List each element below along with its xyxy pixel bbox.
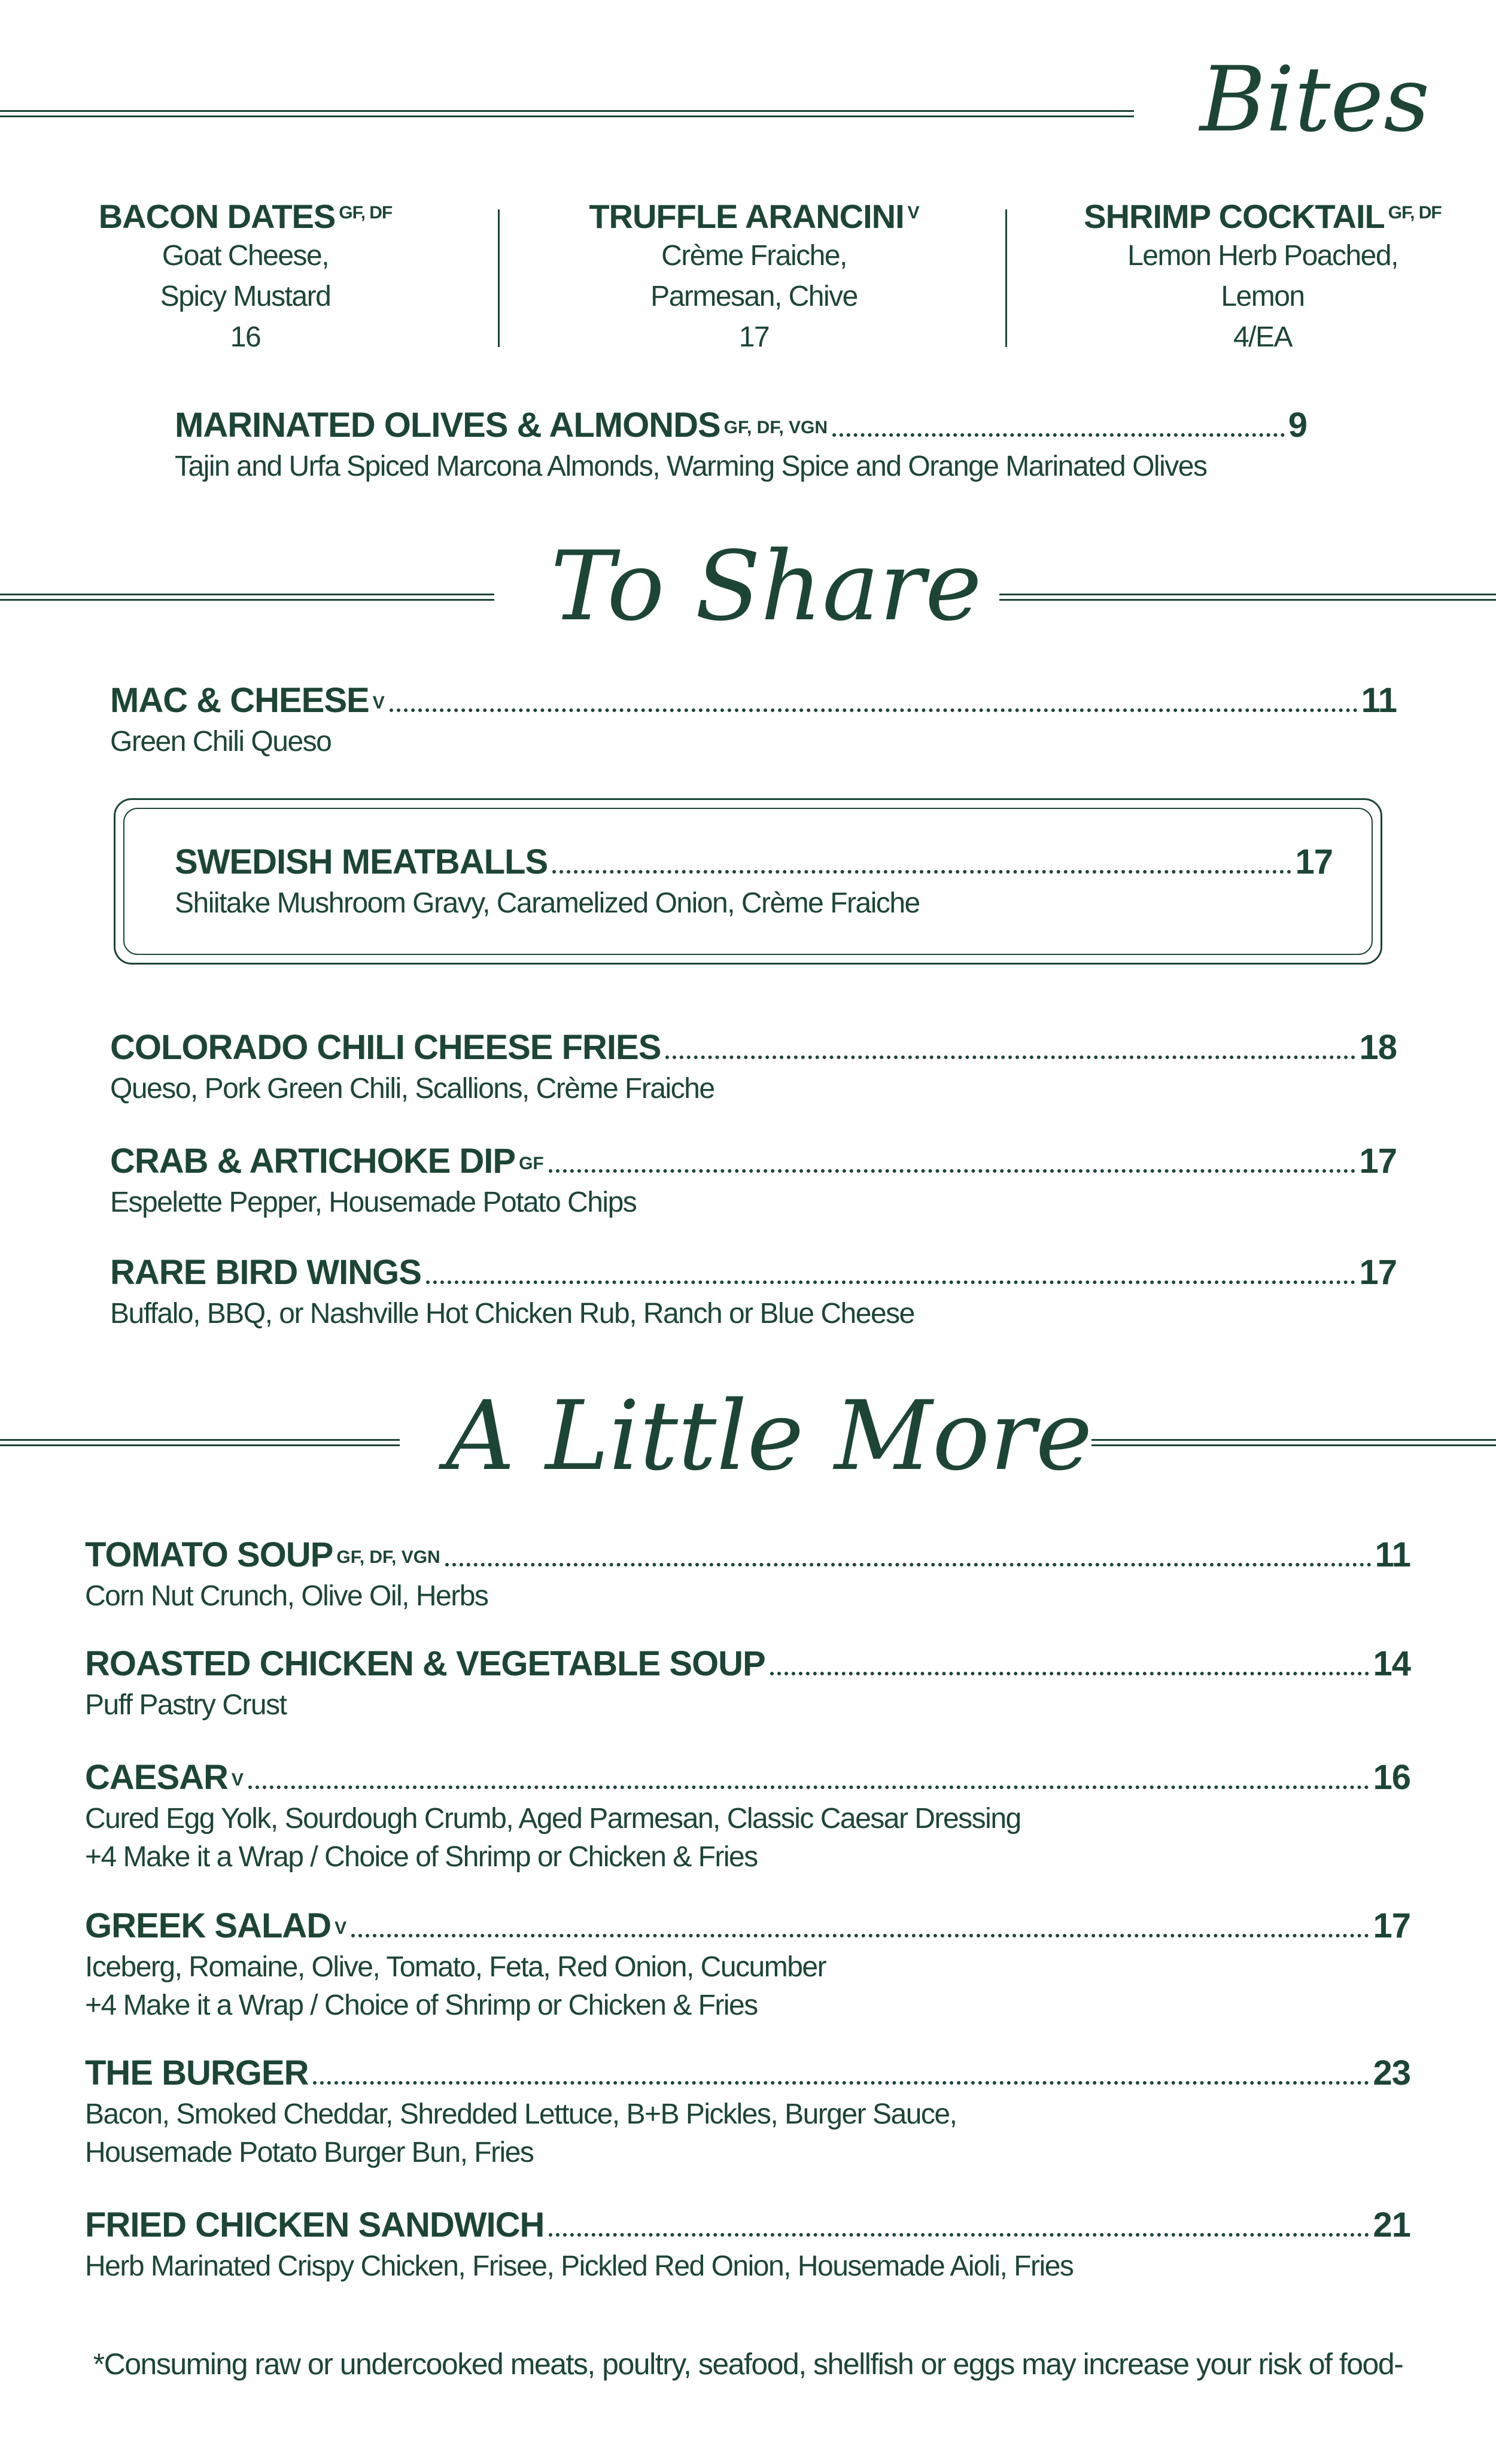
bites-divider [1005, 209, 1007, 347]
menu-item-burger [85, 2051, 1410, 2172]
item-desc: Iceberg, Romaine, Olive, Tomato, Feta, Red Onion, Cucumber [85, 1951, 826, 1983]
item-desc-extra: +4 Make it a Wrap / Choice of Shrimp or Chicken & Fries [85, 1841, 758, 1873]
dot-leader [390, 708, 1358, 712]
bite-desc-line: Goat Cheese, [162, 240, 329, 272]
menu-item-greek-salad [85, 1904, 1410, 2025]
item-name: MARINATED OLIVES & ALMONDS [175, 406, 720, 445]
item-price: 14 [1373, 1644, 1410, 1683]
item-price: 17 [1359, 1142, 1397, 1181]
item-name: ROASTED CHICKEN & VEGETABLE SOUP [85, 1644, 765, 1683]
item-desc: Espelette Pepper, Housemade Potato Chips [110, 1187, 637, 1218]
bite-name: TRUFFLE ARANCINI [589, 197, 904, 235]
item-desc-extra: +4 Make it a Wrap / Choice of Shrimp or Chicken & Fries [85, 1990, 758, 2021]
dot-leader [549, 2233, 1369, 2237]
more-rule-left [0, 1439, 400, 1446]
bite-desc-line: Spicy Mustard [160, 281, 331, 312]
item-name: GREEK SALAD [85, 1906, 332, 1945]
menu-item-chicken-soup [85, 1642, 1410, 1724]
item-tags: GF, DF, VGN [336, 1547, 440, 1567]
bite-bacon-dates [78, 197, 413, 358]
item-desc: Shiitake Mushroom Gravy, Caramelized Onion, Crème Fraiche [175, 887, 920, 919]
item-tags: V [335, 1918, 347, 1938]
item-price: 11 [1375, 1535, 1410, 1574]
bites-divider [498, 209, 500, 347]
bite-shrimp-cocktail [1077, 197, 1448, 358]
bite-tags: V [907, 203, 919, 223]
consumption-disclaimer: *Consuming raw or undercooked meats, poultry, seafood, shellfish or eggs may increase your risk of food- [93, 2347, 1403, 2381]
dot-leader [426, 1280, 1356, 1284]
item-name: SWEDISH MEATBALLS [175, 842, 548, 881]
dot-leader [445, 1563, 1372, 1566]
dot-leader [313, 2081, 1369, 2085]
bite-desc-line: Lemon [1221, 281, 1305, 312]
bite-desc-line: Crème Fraiche, [661, 240, 847, 272]
item-name: CAESAR [85, 1758, 228, 1797]
item-desc: Cured Egg Yolk, Sourdough Crumb, Aged Parmesan, Classic Caesar Dressing [85, 1803, 1021, 1835]
dot-leader [832, 433, 1285, 437]
dot-leader [549, 1169, 1356, 1173]
item-desc: Green Chili Queso [110, 726, 332, 758]
item-tags: GF [519, 1154, 544, 1173]
item-price: 9 [1288, 406, 1307, 445]
bites-rule-left [0, 110, 1134, 117]
item-desc: Queso, Pork Green Chili, Scallions, Crème Fraiche [110, 1073, 714, 1105]
item-name: TOMATO SOUP [85, 1535, 333, 1574]
item-price: 23 [1373, 2054, 1410, 2092]
item-desc: Corn Nut Crunch, Olive Oil, Herbs [85, 1580, 488, 1612]
item-tags: V [231, 1770, 244, 1790]
dot-leader [770, 1672, 1370, 1675]
item-name: MAC & CHEESE [110, 681, 369, 720]
bite-desc-line: Parmesan, Chive [650, 281, 858, 312]
item-tags: V [372, 693, 385, 713]
menu-item-wings [110, 1251, 1397, 1333]
menu-item-mac-cheese [110, 679, 1397, 761]
more-rule-right [1091, 1439, 1496, 1446]
item-name: RARE BIRD WINGS [110, 1253, 421, 1292]
item-desc: Herb Marinated Crispy Chicken, Frisee, Pickled Red Onion, Housemade Aioli, Fries [85, 2250, 1074, 2282]
item-price: 17 [1359, 1253, 1397, 1292]
item-name: FRIED CHICKEN SANDWICH [85, 2206, 545, 2244]
item-price: 16 [1373, 1758, 1410, 1797]
menu-item-crab-dip [110, 1139, 1397, 1222]
item-price: 17 [1373, 1906, 1410, 1945]
item-desc: Buffalo, BBQ, or Nashville Hot Chicken Rub, Ranch or Blue Cheese [110, 1298, 914, 1330]
menu-item-fried-chicken-sandwich [85, 2203, 1410, 2286]
bite-name: BACON DATES [98, 197, 336, 235]
share-rule-left [0, 594, 494, 601]
bite-tags: GF, DF [339, 203, 393, 223]
menu-item-chili-cheese-fries [110, 1026, 1397, 1108]
bite-name: SHRIMP COCKTAIL [1084, 197, 1385, 235]
bites-title: Bites [1200, 48, 1430, 152]
more-title: A Little More [446, 1380, 1093, 1492]
bite-price: 17 [738, 321, 770, 353]
menu-item-olives [175, 403, 1307, 486]
item-desc: Puff Pastry Crust [85, 1689, 287, 1721]
item-desc: Tajin and Urfa Spiced Marcona Almonds, Warming Spice and Orange Marinated Olives [175, 451, 1207, 482]
dot-leader [351, 1934, 1369, 1937]
item-price: 21 [1373, 2206, 1410, 2244]
dot-leader [552, 870, 1291, 874]
share-title: To Share [551, 530, 982, 642]
item-name: CRAB & ARTICHOKE DIP [110, 1142, 516, 1181]
bite-price: 16 [230, 321, 261, 353]
dot-leader [248, 1785, 1370, 1789]
item-desc: Bacon, Smoked Cheddar, Shredded Lettuce, B+B Pickles, Burger Sauce, [85, 2098, 957, 2130]
menu-item-tomato-soup [85, 1533, 1410, 1616]
bite-truffle-arancini [586, 197, 922, 358]
item-name: COLORADO CHILI CHEESE FRIES [110, 1028, 661, 1067]
bite-tags: GF, DF [1388, 203, 1442, 223]
item-price: 17 [1295, 842, 1333, 881]
item-price: 11 [1361, 681, 1397, 720]
menu-item-swedish-meatballs [175, 840, 1333, 923]
dot-leader [665, 1055, 1355, 1059]
bite-desc-line: Lemon Herb Poached, [1127, 240, 1398, 272]
item-name: THE BURGER [85, 2054, 309, 2092]
item-price: 18 [1359, 1028, 1397, 1067]
bite-price: 4/EA [1233, 321, 1293, 353]
item-tags: GF, DF, VGN [723, 418, 828, 437]
menu-item-caesar [85, 1756, 1410, 1876]
item-desc-extra: Housemade Potato Burger Bun, Fries [85, 2137, 534, 2168]
share-rule-right [999, 594, 1496, 601]
